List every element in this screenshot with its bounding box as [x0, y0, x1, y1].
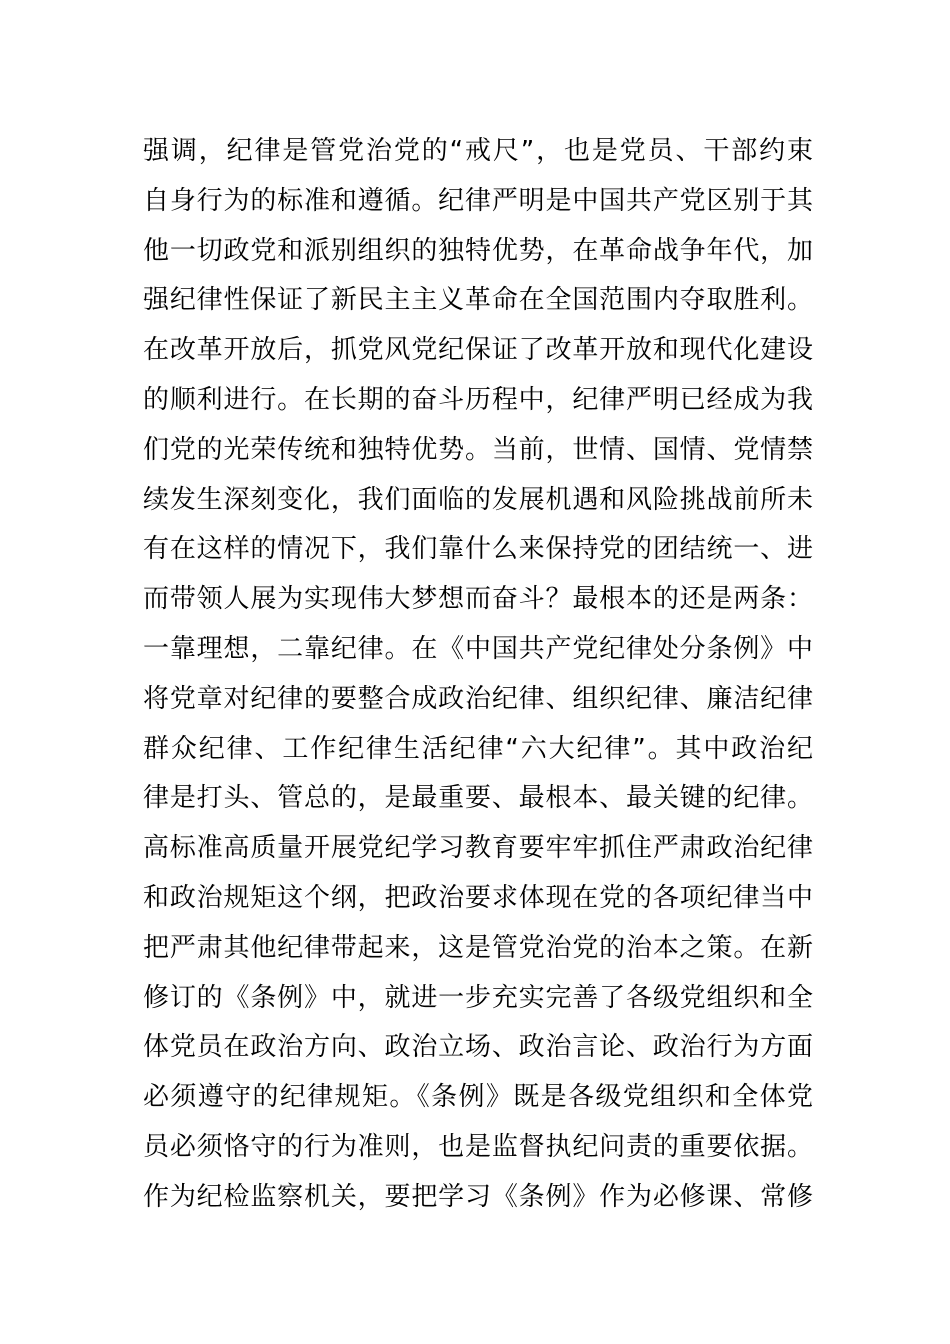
text-line: 他一切政党和派别组织的独特优势，在革命战争年代，加: [143, 235, 813, 266]
text-line: 强纪律性保证了新民主主义革命在全国范围内夺取胜利。: [143, 285, 813, 316]
text-line: 强调，纪律是管党治党的“戒尺”，也是党员、干部约束: [143, 136, 813, 166]
text-line: 而带领人展为实现伟大梦想而奋斗？最根本的还是两条：: [143, 584, 813, 615]
text-line: 作为纪检监察机关，要把学习《条例》作为必修课、常修: [143, 1181, 813, 1212]
text-line: 一靠理想，二靠纪律。在《中国共产党纪律处分条例》中: [143, 633, 813, 664]
text-line: 和政治规矩这个纲，把政治要求体现在党的各项纪律当中: [143, 882, 813, 913]
text-line: 续发生深刻变化，我们面临的发展机遇和风险挑战前所未: [143, 484, 813, 515]
text-line: 员必须恪守的行为准则，也是监督执纪问责的重要依据。: [143, 1131, 813, 1162]
text-line: 律是打头、管总的，是最重要、最根本、最关键的纪律。: [143, 783, 813, 814]
text-line: 有在这样的情况下，我们靠什么来保持党的团结统一、进: [143, 534, 813, 565]
text-line: 群众纪律、工作纪律生活纪律“六大纪律”。其中政治纪: [143, 733, 813, 764]
text-line: 自身行为的标准和遵循。纪律严明是中国共产党区别于其: [143, 185, 813, 216]
text-line: 体党员在政治方向、政治立场、政治言论、政治行为方面: [143, 1032, 813, 1063]
text-line: 把严肃其他纪律带起来，这是管党治党的治本之策。在新: [143, 932, 813, 963]
text-line: 高标准高质量开展党纪学习教育要牢牢抓住严肃政治纪律: [143, 833, 813, 864]
text-line: 修订的《条例》中，就进一步充实完善了各级党组织和全: [143, 982, 813, 1013]
text-line: 的顺利进行。在长期的奋斗历程中，纪律严明已经成为我: [143, 384, 813, 415]
text-line: 必须遵守的纪律规矩。《条例》既是各级党组织和全体党: [143, 1082, 813, 1113]
text-line: 在改革开放后，抓党风党纪保证了改革开放和现代化建设: [143, 335, 813, 366]
text-line: 们党的光荣传统和独特优势。当前，世情、国情、党情禁: [143, 434, 813, 465]
body-text: [143, 127, 813, 1223]
text-line: 将党章对纪律的要整合成政治纪律、组织纪律、廉洁纪律: [143, 683, 813, 714]
